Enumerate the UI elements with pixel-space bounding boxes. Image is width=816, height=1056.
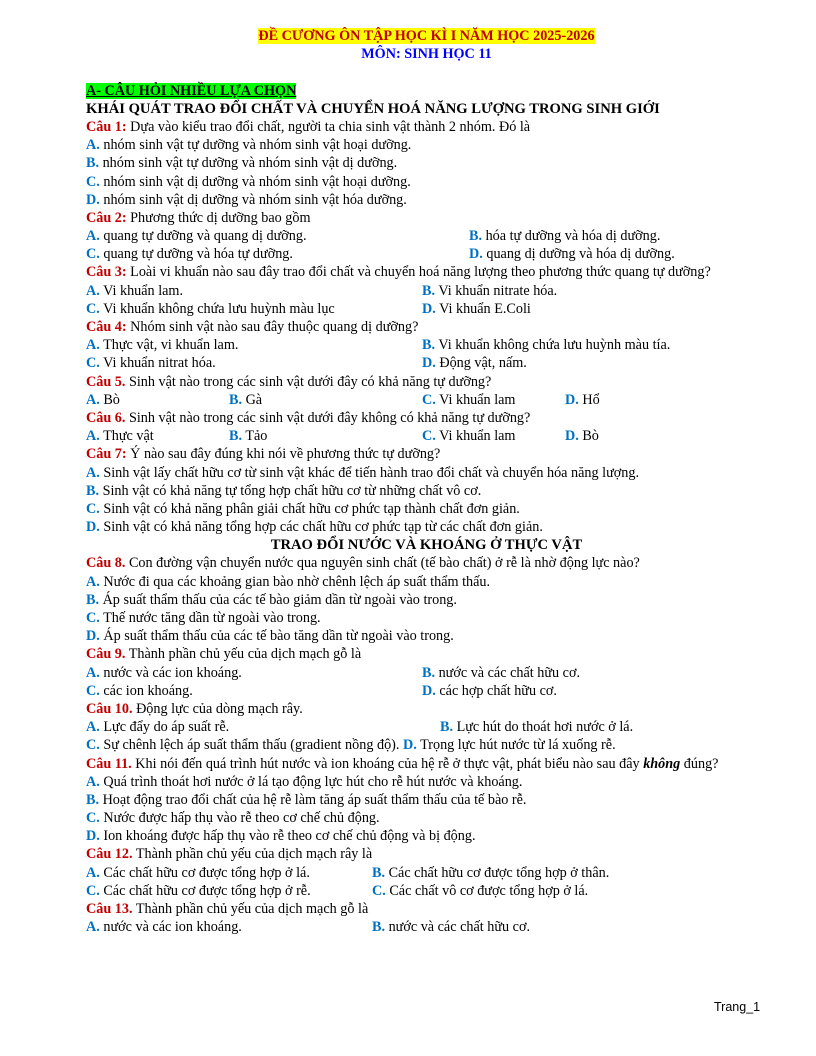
question-8-option-b: B. Áp suất thẩm thấu của các tế bào giảm dần từ ngoài vào trong. — [86, 591, 457, 608]
question-4-options-row-1 — [86, 336, 767, 354]
question-1-option-b: B. nhóm sinh vật tự dưỡng và nhóm sinh vật dị dưỡng. — [86, 155, 398, 172]
topic-heading-1: KHÁI QUÁT TRAO ĐỔI CHẤT VÀ CHUYỂN HOÁ NĂNG LƯỢNG TRONG SINH GIỚI — [86, 100, 660, 117]
question-2-option-c: C. quang tự dưỡng và hóa tự dưỡng. — [86, 246, 293, 263]
question-6-option-d: D. Bò — [565, 428, 599, 445]
question-5-option-a: A. Bò — [86, 391, 120, 408]
question-1-option-c: C. nhóm sinh vật dị dưỡng và nhóm sinh vật hoại dưỡng. — [86, 173, 411, 190]
question-3-option-c: C. Vi khuẩn không chứa lưu huỳnh màu lục — [86, 300, 335, 317]
question-10-option-d: D. Trọng lực hút nước từ lá xuống rễ. — [402, 737, 616, 754]
document-page — [86, 27, 767, 936]
question-3-option-b: B. Vi khuẩn nitrate hóa. — [422, 282, 558, 299]
question-5-option-c: C. Vi khuẩn lam — [422, 391, 516, 408]
question-4-option-c: C. Vi khuẩn nitrat hóa. — [86, 355, 216, 372]
question-6-option-b: B. Tảo — [229, 428, 268, 445]
question-11: Câu 11. Khi nói đến quá trình hút nước và ion khoáng của hệ rễ ở thực vật, phát biểu nào sau đây không đúng? — [86, 755, 719, 772]
question-2-option-d: D. quang dị dưỡng và hóa dị dưỡng. — [469, 246, 675, 263]
question-8: Câu 8. Con đường vận chuyển nước qua nguyên sinh chất (tế bào chất) ở rễ là nhờ động lực nào? — [86, 555, 640, 572]
question-6-option-c: C. Vi khuẩn lam — [422, 428, 516, 445]
question-11-option-d: D. Ion khoáng được hấp thụ vào rễ theo cơ chế chủ động và bị động. — [86, 828, 476, 845]
question-13-options-row-1 — [86, 918, 767, 936]
question-7-option-d: D. Sinh vật có khả năng tổng hợp các chất hữu cơ phức tạp từ các chất đơn giản. — [86, 519, 543, 536]
document-title: ĐỀ CƯƠNG ÔN TẬP HỌC KÌ I NĂM HỌC 2025-2026 — [258, 28, 595, 44]
question-13-option-a: A. nước và các ion khoáng. — [86, 919, 242, 936]
question-8-option-c: C. Thế nước tăng dần từ ngoài vào trong. — [86, 610, 321, 627]
question-12-option-b: B. Các chất hữu cơ được tổng hợp ở thân. — [372, 864, 610, 881]
question-5-option-d: D. Hổ — [565, 391, 600, 408]
question-5-option-b: B. Gà — [229, 391, 263, 408]
question-12: Câu 12. Thành phần chủ yếu của dịch mạch rây là — [86, 846, 373, 863]
question-12-options-row-1 — [86, 864, 767, 882]
question-5: Câu 5. Sinh vật nào trong các sinh vật dưới đây có khả năng tự dưỡng? — [86, 373, 492, 390]
question-9: Câu 9. Thành phần chủ yếu của dịch mạch gỗ là — [86, 646, 362, 663]
question-2-options-row-1 — [86, 227, 767, 245]
question-4: Câu 4: Nhóm sinh vật nào sau đây thuộc quang dị dưỡng? — [86, 319, 419, 336]
question-9-option-b: B. nước và các chất hữu cơ. — [422, 664, 581, 681]
question-4-option-d: D. Động vật, nấm. — [422, 355, 527, 372]
document-subject: MÔN: SINH HỌC 11 — [361, 46, 492, 63]
question-9-option-c: C. các ion khoáng. — [86, 682, 193, 699]
question-10-option-c: C. Sự chênh lệch áp suất thẩm thấu (gradient nồng độ). — [86, 737, 400, 754]
question-4-options-row-2 — [86, 354, 767, 372]
question-8-option-d: D. Áp suất thẩm thấu của các tế bào tăng dần từ ngoài vào trong. — [86, 628, 454, 645]
question-2-option-b: B. hóa tự dưỡng và hóa dị dưỡng. — [469, 228, 661, 245]
question-12-option-c: C. Các chất hữu cơ được tổng hợp ở rễ. — [86, 882, 311, 899]
question-7: Câu 7: Ý nào sau đây đúng khi nói về phương thức tự dưỡng? — [86, 446, 441, 463]
question-3-option-a: A. Vi khuẩn lam. — [86, 282, 184, 299]
question-4-option-b: B. Vi khuẩn không chứa lưu huỳnh màu tía. — [422, 337, 671, 354]
question-12-option-d: C. Các chất vô cơ được tổng hợp ở lá. — [372, 882, 589, 899]
blank-line — [86, 63, 767, 81]
question-10-options-row-2 — [86, 736, 767, 754]
question-11-option-b: B. Hoạt động trao đổi chất của hệ rễ làm tăng áp suất thẩm thấu của tế bào rễ. — [86, 791, 527, 808]
question-2: Câu 2: Phương thức dị dưỡng bao gồm — [86, 209, 311, 226]
question-13: Câu 13. Thành phần chủ yếu của dịch mạch gỗ là — [86, 901, 369, 918]
section-a-heading: A- CÂU HỎI NHIỀU LỰA CHỌN — [86, 82, 297, 99]
question-10-options-row-1 — [86, 718, 767, 736]
question-2-option-a: A. quang tự dưỡng và quang dị dưỡng. — [86, 228, 307, 245]
question-9-option-d: D. các hợp chất hữu cơ. — [422, 682, 557, 699]
question-9-option-a: A. nước và các ion khoáng. — [86, 664, 242, 681]
question-3-option-d: D. Vi khuẩn E.Coli — [422, 300, 531, 317]
question-9-options-row-2 — [86, 682, 767, 700]
question-3-options-row-2 — [86, 300, 767, 318]
question-9-options-row-1 — [86, 664, 767, 682]
question-7-option-a: A. Sinh vật lấy chất hữu cơ từ sinh vật khác để tiến hành trao đổi chất và chuyển hóa năng lượng. — [86, 464, 640, 481]
question-6: Câu 6. Sinh vật nào trong các sinh vật dưới đây không có khả năng tự dưỡng? — [86, 409, 531, 426]
question-12-options-row-2 — [86, 882, 767, 900]
question-7-option-b: B. Sinh vật có khả năng tự tổng hợp chất hữu cơ từ những chất vô cơ. — [86, 482, 482, 499]
question-4-option-a: A. Thực vật, vi khuẩn lam. — [86, 337, 239, 354]
question-2-options-row-2 — [86, 245, 767, 263]
topic-heading-2: TRAO ĐỔI NƯỚC VÀ KHOÁNG Ở THỰC VẬT — [270, 537, 583, 554]
question-5-options — [86, 391, 767, 409]
question-1-option-d: D. nhóm sinh vật dị dưỡng và nhóm sinh vật hóa dưỡng. — [86, 191, 407, 208]
question-10-option-a: A. Lực đẩy do áp suất rễ. — [86, 719, 230, 736]
page-number: Trang_1 — [714, 1000, 761, 1014]
question-11-option-c: C. Nước được hấp thụ vào rễ theo cơ chế chủ động. — [86, 810, 380, 827]
question-6-option-a: A. Thực vật — [86, 428, 154, 445]
question-1-option-a: A. nhóm sinh vật tự dưỡng và nhóm sinh vật hoại dưỡng. — [86, 137, 412, 154]
question-12-option-a: A. Các chất hữu cơ được tổng hợp ở lá. — [86, 864, 310, 881]
question-6-options — [86, 427, 767, 445]
question-10-option-b: B. Lực hút do thoát hơi nước ở lá. — [440, 719, 634, 736]
question-10: Câu 10. Động lực của dòng mạch rây. — [86, 700, 303, 717]
question-13-option-b: B. nước và các chất hữu cơ. — [372, 919, 531, 936]
question-3-options-row-1 — [86, 282, 767, 300]
question-1: Câu 1: Dựa vào kiểu trao đổi chất, người ta chia sinh vật thành 2 nhóm. Đó là — [86, 118, 531, 135]
question-3: Câu 3: Loài vi khuẩn nào sau đây trao đổi chất và chuyển hoá năng lượng theo phương thức quang tự dưỡng? — [86, 264, 711, 281]
question-8-option-a: A. Nước đi qua các khoảng gian bào nhờ chênh lệch áp suất thẩm thấu. — [86, 573, 491, 590]
question-11-option-a: A. Quá trình thoát hơi nước ở lá tạo động lực hút cho rễ hút nước và khoáng. — [86, 773, 523, 790]
question-7-option-c: C. Sinh vật có khả năng phân giải chất hữu cơ phức tạp thành chất đơn giản. — [86, 500, 520, 517]
question-11-emphasis: không — [643, 755, 681, 772]
